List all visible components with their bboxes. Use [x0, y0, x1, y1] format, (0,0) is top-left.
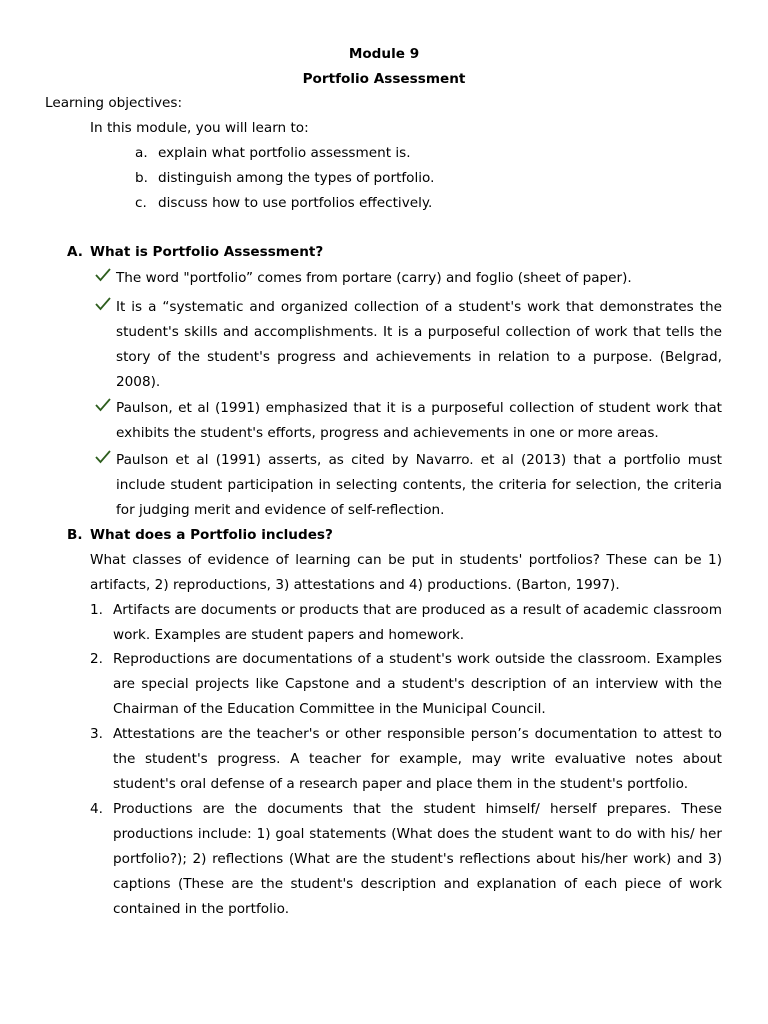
bullet-text: Paulson et al (1991) asserts, as cited by Navarro. et al (2013) that a portfolio must include student participation in selecting contents, the criteria for selection, the criteria for judging merit and evidence of self-reflection.	[116, 452, 722, 518]
list-marker: 1.	[90, 602, 103, 618]
section-a-heading: What is Portfolio Assessment?	[90, 244, 324, 260]
objective-marker: b.	[135, 170, 148, 186]
objectives-intro: In this module, you will learn to:	[90, 120, 309, 136]
section-b-intro: What classes of evidence of learning can be put in students' portfolios? These can be 1) artifacts, 2) reproductions, 3) attestations and 4) productions. (Barton, 1997).	[90, 552, 722, 593]
objective-marker: a.	[135, 145, 148, 161]
list-item: Attestations are the teacher's or other responsible person’s documentation to attest to the student's progress. A teacher for example, may write evaluative notes about student's oral defense of a research paper and place them in the student's portfolio.	[113, 726, 722, 792]
objective-marker: c.	[135, 195, 147, 211]
section-a-marker: A.	[67, 244, 83, 260]
section-b-heading: What does a Portfolio includes?	[90, 527, 333, 543]
objective-item: distinguish among the types of portfolio.	[158, 170, 435, 186]
module-number: Module 9	[348, 46, 420, 62]
objectives-heading: Learning objectives:	[45, 95, 183, 111]
checkmark-icon	[95, 450, 111, 464]
objective-item: explain what portfolio assessment is.	[158, 145, 411, 161]
checkmark-icon	[95, 268, 111, 282]
bullet-text: It is a “systematic and organized collection of a student's work that demonstrates the student's skills and accomplishments. It is a purposeful collection of work that tells the story of the student's progress and achievements in relation to a purpose. (Belgrad, 2008).	[116, 299, 722, 390]
list-item: Productions are the documents that the student himself/ herself prepares. These productions include: 1) goal statements (What does the student want to do with his/ her portfolio?); 2) reflections (What are the student's reflections about his/her work) and 3) captions (These are the student's description and explanation of each piece of work contained in the portfolio.	[113, 801, 722, 917]
bullet-text: Paulson, et al (1991) emphasized that it is a purposeful collection of student work that exhibits the student's efforts, progress and achievements in one or more areas.	[116, 400, 722, 441]
list-marker: 3.	[90, 726, 103, 742]
list-marker: 4.	[90, 801, 103, 817]
section-b-marker: B.	[67, 527, 83, 543]
checkmark-icon	[95, 398, 111, 412]
list-item: Reproductions are documentations of a student's work outside the classroom. Examples are special projects like Capstone and a student's description of an interview with the Chairman of the Education Committee in the Municipal Council.	[113, 651, 722, 717]
page-title: Portfolio Assessment	[302, 71, 466, 87]
objective-item: discuss how to use portfolios effectively.	[158, 195, 433, 211]
bullet-text: The word "portfolio” comes from portare (carry) and foglio (sheet of paper).	[116, 270, 632, 286]
checkmark-icon	[95, 297, 111, 311]
list-item: Artifacts are documents or products that are produced as a result of academic classroom work. Examples are student papers and homework.	[113, 602, 722, 643]
list-marker: 2.	[90, 651, 103, 667]
